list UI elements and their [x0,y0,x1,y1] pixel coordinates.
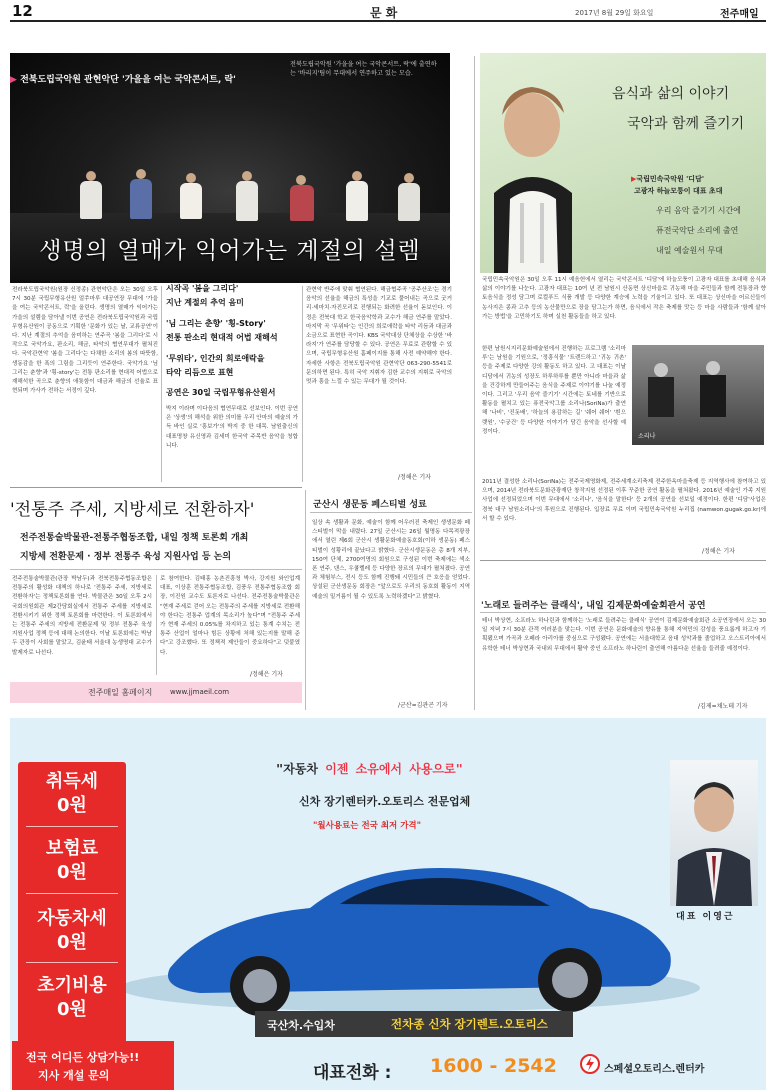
jeontong-sub-2: 지방세 전환문제 · 정부 전통주 육성 지원사업 등 논의 [20,552,232,562]
homepage-banner [10,682,302,703]
concert-photo-label: ▶ 전북도립국악원 관현악단 '가을을 여는 국악콘서트, 락' [10,75,236,85]
concert-headline: 생명의 열매가 익어가는 계절의 설렘 [39,238,421,264]
cost-value-1: 0원 [57,795,87,816]
branch-inquiry-text: 지사 개설 문의 [38,1069,110,1082]
cost-value-3: 0원 [57,932,87,953]
jeontong-col-2: 로 참여한다. 김태홍 농촌진흥청 박사, 강지원 와인업계 대표, 이상훈 전통주협동조합, 김풍우 전통주협동조합 회장, 이진원 교수도 토론자로 나선다. 전주전통술박물관은 "현재 주세로 걷어 오는 전통주의 주세를 지방세로 전환해야 한다는 전통주 업계의 목소리가 높다"며 "전통주 주세가 현재 주세의 0.05%를 차지하고 있는 통계 수치는 전통주 산업이 얼마나 힘든 상황에 처해 있는지를 말해 준다"고 강조했다. 또 정책적 제안들이 중요하다"고 덧붙였다. [160,576,300,656]
concert-byline: /정해은 기자 [398,474,431,481]
interview-tag-2: 고광자 하늘모퉁이 대표 초대 [634,187,723,195]
concert-col-3: 관현악 반주에 맞춰 협연된다. 해금협주곡 '공주산조'는 경기음악의 선율을 해금의 특성을 기교로 풀어내는 곡으로 굿거리·세마치·자진모리로 진행되는 화려한 선율이 돋보인다. 이정은 전북대 학교 한국음악학과 교수가 해금 연주를 맡았다. 마지막 곡 '무위타'는 인간의 희로애락을 타악 리듬과 대금과 소금으로 표현한 곡이다. KBS 국악대상 단체상을 수상한 '바라지'가 연주를 담당할 수 있다. 공연은 무료로 관람할 수 있으며, 국립무형유산원 홈페이지를 통해 사전 예약해야 한다. 자세한 사항은 전북도립국악원 관현악단 063-290-5541로 문의하면 된다. 특히 국악 지휘자 김한 교수의 지휘로 국악의 멋과 흥을 느낄 수 있는 무대가 될 것이다. [306,287,452,386]
festival-text: 일상 속 생활과 문화, 예술이 함께 어우러진 축제인 생생문화 페스티벌이 막을 내렸다. 27일 군산시는 26일 월명동 다목적광장에서 열린 제6회 군산시 생활문화예술동호회(이하 생문동) 페스티벌이 성황리에 끝났다고 밝혔다. 군산시생문동은 총 8개 지부, 150여 단체, 2700여명의 회원으로 구성된 이번 축제에는 색소폰 연주, 댄스, 우쿨렐레 등 다양한 장르의 무대가 펼쳐졌다. 공연과 체험부스, 전시 등도 함께 진행돼 시민들의 큰 호응을 얻었다. 상설된 군산생문동 회장은 "앞으로도 우리의 동호회 활동이 지역예술의 밑거름이 될 수 있도록 노력하겠다"고 밝혔다. [312,520,470,600]
section-title: 문화 [370,6,402,20]
nationwide-text: 전국 어디든 상담가능!! [26,1051,140,1064]
cost-value-2: 0원 [57,862,87,883]
ceo-name: 대표 이영근 [676,912,735,922]
jeontong-headline: '전통주 주세, 지방세로 전환하자' [10,500,255,520]
homepage-label: 전주매일 홈페이지 [88,688,153,697]
concert-col-1: 전라북도립국악원(원장 신정종) 관현악단은 오는 30일 오후 7시 30분 국립무형유산원 얼쑤마루 대공연장 무대에 '가을을 여는 국악콘서트, 락'을 올린다. 생명의 열매가 익어가는 가을의 설렘을 담아낼 이번 공연은 전라북도립국악원과 국립무형유산원이 공동으로 기획한 '문화가 있는 날, 교류공연'이다. 지난 계절의 추억을 음미하는 연주곡 '봄을 그리다'로 시작으로 국악가요, 판소리, 해금, 타악의 협연무대가 펼쳐진다. 국악관현악 '봄을 그리다'는 다채한 소리의 봄의 따뜻함, 생동감을 한 폭의 그림을 그리듯이 연주한다. 국악가요 '님 그리는 춘향'과 '횡-story'는 전통 판소리를 현대적 어법으로 재해석한 곡으로 춘향의 애틋함이 대금과 해금의 선율로 표현되며 가사가 전하는 서정이 깊다. [12,287,158,395]
concert-sidebar: 시작곡 '봄을 그리다' 지난 계절의 추억 음미 '님 그리는 춘향' '횡-Story' 전통 판소리 현대적 어법 재해석 '무위타', 인간의 희로애락을 타악 리듬으로 표현 공연은 30일 국립무형유산원서 [166,284,278,397]
interview-text-bottom: 2011년 결성한 소리나(SoriNa)는 전주국제영화제, 전주세계소리축제 전주한옥마을축제 등 지역행사에 참여하고 있으며, 2014년 전라북도문화관광재단 창작지원 선정된 이후 꾸준한 공연 활동을 펼쳐왔다. 2016년 예술인 가족 지원사업에 선정되었으며 이번 무대에서 '소리나', '음식을 말한다' 등 2개의 공연을 선보일 예정이다. 한편 '디담'사업은 경북 대구 남원소리나'의 후원으로 진행된다. 입장료 무료 이며 국립민속국악원 누리집 (namwon.gugak.go.kr)에서 할 수 있다. [482,479,766,522]
cost-label-1: 취득세 [45,771,99,792]
interview-sub-2: 퓨전국악단 소리에 출연 [656,226,739,235]
soriNa-photo-caption: 소리나 [638,433,656,440]
concert-col-2: 박지 이라며 이다음의 협연무대로 선보인다. 이번 공연은 '상생'의 해석을 위한 의미를 우리 안마의 예술의 가득 바인 실로 '흥보가'의 박지 중 한 대목. 남원출신의 대표명창 유신영과 김세미 한국악 주목반 음악을 청합니다. [166,406,298,449]
cost-value-4: 0원 [57,999,87,1020]
classic-byline: /김제=채노테 기자 [698,703,748,710]
interview-byline: /정해은 기자 [702,548,735,555]
phone-number[interactable]: 1600 - 2542 [430,1055,557,1077]
interview-sub-1: 우리 음악 즐기기 시간에 [656,206,741,215]
brand-name: 스페셜오토리스.렌터카 [604,1064,705,1075]
ad-banner-text: 국산차.수입차 [267,1019,335,1032]
ad-banner-highlight: 전차종 신차 장기렌트.오토리스 [391,1017,548,1031]
classic-headline: '노래로 들려주는 클래식', 내일 김제문화예술회관서 공연 [481,601,706,611]
jeontong-sub-1: 전주전통술박물관-전통주협동조합, 내일 정책 토론회 개최 [20,533,249,543]
page-number: 12 [12,2,33,20]
paper-name: 전주매일 [720,9,759,20]
jeontong-byline: /정해은 기자 [250,671,283,678]
interview-text-top: 국립민속국악원은 30일 오후 11시 예음헌에서 열리는 국악콘서트 '디담'에 하늘모퉁이 고광자 대표를 초대해 음식과 삶의 이야기를 나눈다. 고광자 대표는 10여 년 전 남원시 산동면 상신마을로 귀농해 마을 주민들과 함께 전통장과 향토음식을 정성 담그며 로컬푸드 식품 개발 등 다양한 계승에 노력을 기울이고 있다. 또 대표는 상신마을 어르신들이 농사지은 콩과 고추 등의 농산물만으로 장을 담그는가 하면, 음식에서 작은 축제를 맛는 등 마을 사람들과 '함께 살아가는 방법'을 고민하기도 하며 실천 활동들을 하고 있다. [482,277,766,320]
cost-label-3: 자동차세 [37,908,107,929]
interview-title-2: 국악과 함께 즐기기 [627,116,745,132]
homepage-link[interactable]: www.jjmaeil.com [170,688,230,696]
interview-tag-1: ▶국립민속국악원 '디담' [631,175,704,183]
interview-title-1: 음식과 삶의 이야기 [612,86,730,102]
ad-company: 신차 장기렌터카.오토리스 전문업체 [299,795,471,808]
interview-sub-3: 내일 예술원서 무대 [656,246,723,255]
classic-text: 테너 박상현, 소프라노 하나린과 함께하는 '노래로 들려주는 클래식' 공연이 김제문화예술회관 소공연장에서 오는 30일 저녁 7시 30분 관객 여러분을 맞는다. 이번 공연은 문화예술의 향유를 통해 지역민의 감성을 풍요롭게 하고자 기획됐으며 가곡과 오페라 아리아를 중심으로 구성됐다. 공연에는 서울대학교 음대 성악과를 졸업하고 오스트리아에서 유학한 테너 박상현과 국내외 무대에서 활약 중인 소프라노 하나린이 출연해 아름다운 선율을 들려줄 예정이다. [482,618,766,652]
festival-byline: /군산=김관곤 기자 [398,702,448,709]
ad-slogan: "자동차 이젠 소유에서 사용으로" [276,762,463,776]
soriNa-photo [632,345,764,445]
brand-logo-icon [580,1054,600,1074]
phone-label: 대표전화 : [313,1063,392,1083]
cost-label-2: 보험료 [45,838,99,859]
cost-label-4: 초기비용 [37,975,107,996]
festival-headline: 군산시 생문동 페스티벌 성료 [313,500,427,510]
jeontong-col-1: 전주전통술박물관(관장 박남두)과 전북전통주협동조합은 전통주의 활성화 대책의 하나로 '전통주 주세, 지방세로 전환하자'는 정책토론회를 연다. 박물관은 30일 오후 2시 국회의원회관 제2간담회실에서 전통주 주세를 지방세로 전환시키기 위한 정책 토론회를 마련한다. 이 토론회에서는 전통주 주세의 지방세 전환문제 및 정부 전통주 육성 지원사업 정책 등에 대해 논의한다. 이날 토론회에는 박남두 관장이 사회를 맡았고, 김윤태 서울대 농생명대 교수가 발제자로 나선다. [12,576,152,656]
interview-text-mid: 한편 남원시지리문화예술원에서 진행하는 프로그램 '소리마루'는 남원을 기원으로, '정흥식물' '트렌드하고 '귀농 귀촌' 등을 주제로 다양한 강의 활동도 하고 있다. 고 대표는 이날 디담에서 귀농의 성장도 하루하루를 뿐만 아니라 마을과 삶을 건강하게 만들어주는 음식을 주제로 이야기를 나눌 예정이다. 그리고 '우리 음악 즐기기' 시간에는 토네를 기반으로 활동을 펼치고 있는 퓨전국악그룹 소리나(SoriNa)가 출연해 '나비', '진돗배', '하늘의 용감하는 길' '쉐어 쉐어' '흰으랫원', '수궁건' 등 다양한 이야기가 담긴 음악을 선사할 예정이다. [482,346,626,435]
dateline: 2017년 8월 29일 화요일 [575,9,654,17]
concert-photo-caption: 전북도립국악원 '가을을 여는 국악콘서트, 락'에 출연하는 '바리지'팀이 무대에서 연주하고 있는 모습. [290,61,437,77]
ceo-photo [670,760,758,906]
ad-lowest-price: "월사용료는 전국 최저 가격" [313,821,422,831]
header-rule [10,20,766,22]
